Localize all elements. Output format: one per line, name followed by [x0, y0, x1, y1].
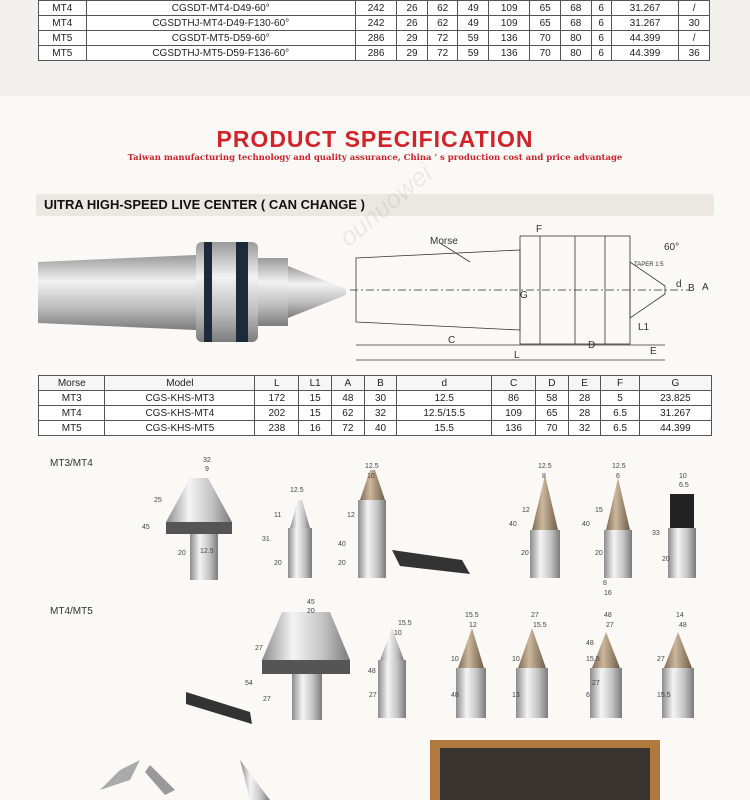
- drawing-label-l1: L1: [638, 322, 650, 333]
- tip-dimension-label: 11: [274, 512, 282, 519]
- top-table-cell: 6: [591, 46, 611, 61]
- drawing-label-c: C: [448, 335, 456, 346]
- tip-dimension-label: 48: [451, 692, 459, 699]
- top-table-cell: 62: [427, 16, 458, 31]
- top-table-cell: CGSDT-MT4-D49-60°: [86, 1, 355, 16]
- top-table-cell: 31.267: [611, 16, 679, 31]
- tip-dimension-label: 32: [203, 457, 211, 464]
- top-table-cell: 6: [591, 1, 611, 16]
- tip-dimension-label: 12.5: [612, 463, 626, 470]
- spec-table-header-cell: G: [639, 376, 711, 391]
- tip-dimension-label: 20: [307, 608, 315, 615]
- spec-table-header-cell: d: [397, 376, 492, 391]
- spec-table-header-cell: E: [568, 376, 601, 391]
- tip-dimension-label: 48: [679, 622, 687, 629]
- tip-dimension-label: 12.5: [538, 463, 552, 470]
- group-label-mt34: MT3/MT4: [50, 458, 93, 469]
- spec-table-cell: 15: [299, 406, 332, 421]
- tip-dimension-label: 20: [178, 550, 186, 557]
- top-table-cell: MT5: [39, 31, 87, 46]
- top-table-cell: 70: [530, 46, 561, 61]
- top-table-cell: 26: [397, 1, 428, 16]
- tip-dimension-label: 10: [394, 630, 402, 637]
- tip-dimension-label: 8: [603, 580, 607, 587]
- tip-dimension-label: 27: [531, 612, 539, 619]
- top-table-cell: 31.267: [611, 1, 679, 16]
- tip-dimension-label: 45: [142, 524, 150, 531]
- page-title: PRODUCT SPECIFICATION: [216, 126, 534, 152]
- tip-dimension-label: 15.5: [465, 612, 479, 619]
- drawing-label-e: E: [650, 346, 657, 357]
- tip-dimension-label: 12: [469, 622, 477, 629]
- drawing-label-d-cap: D: [588, 340, 596, 351]
- top-table-cell: 109: [489, 16, 530, 31]
- tip-dimension-label: 33: [652, 530, 660, 537]
- top-table-cell: 49: [458, 1, 489, 16]
- spec-table-cell: 72: [331, 421, 364, 436]
- drawing-label-g: G: [520, 290, 528, 301]
- spec-table-cell: 5: [601, 391, 639, 406]
- spec-table-cell: 15.5: [397, 421, 492, 436]
- tip-dimension-label: 27: [369, 692, 377, 699]
- section-title: UITRA HIGH-SPEED LIVE CENTER ( CAN CHANGE ): [36, 194, 714, 216]
- drawing-label-morse: Morse: [430, 236, 458, 247]
- tips-mt34: [166, 470, 696, 580]
- tip-dimension-label: 16: [604, 590, 612, 597]
- top-table-cell: MT4: [39, 1, 87, 16]
- tip-dimension-label: 48: [586, 640, 594, 647]
- spec-table-cell: 40: [364, 421, 397, 436]
- top-table-cell: 68: [560, 1, 591, 16]
- spec-table-header-cell: Morse: [39, 376, 105, 391]
- spec-table-header-cell: C: [492, 376, 536, 391]
- spec-table-cell: 6.5: [601, 421, 639, 436]
- tip-dimension-label: 27: [606, 622, 614, 629]
- top-table-cell: 29: [397, 31, 428, 46]
- tip-dimension-label: 10: [679, 473, 687, 480]
- tip-dimension-label: 10: [367, 473, 375, 480]
- spec-table-cell: 62: [331, 406, 364, 421]
- spec-table-header-cell: F: [601, 376, 639, 391]
- top-table-cell: 242: [355, 16, 396, 31]
- tip-dimension-label: 45: [307, 599, 315, 606]
- top-table-cell: 65: [530, 1, 561, 16]
- top-table-cell: 6: [591, 31, 611, 46]
- spec-table-cell: 15: [299, 391, 332, 406]
- tip-dimension-label: 15.5: [398, 620, 412, 627]
- top-table-cell: 136: [489, 46, 530, 61]
- tip-dimension-label: 6: [586, 692, 590, 699]
- top-table-cell: 62: [427, 1, 458, 16]
- tip-dimension-label: 54: [245, 680, 253, 687]
- spec-table-cell: 6.5: [601, 406, 639, 421]
- spec-table-cell: 12.5: [397, 391, 492, 406]
- tip-dimension-label: 20: [338, 560, 346, 567]
- drawing-label-a: A: [702, 282, 709, 293]
- spec-table-cell: 202: [255, 406, 299, 421]
- top-table-cell: CGSDT-MT5-D59-60°: [86, 31, 355, 46]
- tips-mt45: [186, 612, 694, 724]
- spec-table-cell: 70: [536, 421, 569, 436]
- spec-table-cell: 238: [255, 421, 299, 436]
- top-table-cell: MT5: [39, 46, 87, 61]
- tip-dimension-label: 20: [521, 550, 529, 557]
- spec-table-cell: 23.825: [639, 391, 711, 406]
- top-table-cell: 72: [427, 31, 458, 46]
- spec-table-header-cell: L1: [299, 376, 332, 391]
- drawing-label-d: d: [676, 279, 682, 290]
- top-table-cell: 49: [458, 16, 489, 31]
- tip-dimension-label: 13: [512, 692, 520, 699]
- tip-dimension-label: 27: [592, 680, 600, 687]
- tip-dimension-label: 15.5: [657, 692, 671, 699]
- spec-table-cell: 172: [255, 391, 299, 406]
- tip-dimension-label: 20: [662, 556, 670, 563]
- spec-table-cell: 28: [568, 406, 601, 421]
- spec-table-header-cell: D: [536, 376, 569, 391]
- top-table-cell: 44.399: [611, 31, 679, 46]
- tip-dimension-label: 12: [522, 507, 530, 514]
- tip-dimension-label: 20: [595, 550, 603, 557]
- top-table-cell: 59: [458, 46, 489, 61]
- top-table-cell: 26: [397, 16, 428, 31]
- spec-table-cell: CGS-KHS-MT5: [105, 421, 255, 436]
- spec-table-cell: 32: [364, 406, 397, 421]
- top-table-cell: 29: [397, 46, 428, 61]
- spec-table-cell: 16: [299, 421, 332, 436]
- tip-dimension-label: 10: [512, 656, 520, 663]
- tip-dimension-label: 20: [274, 560, 282, 567]
- top-table-cell: CGSDTHJ-MT4-D49-F130-60°: [86, 16, 355, 31]
- tip-dimension-label: 27: [255, 645, 263, 652]
- spec-table-cell: CGS-KHS-MT3: [105, 391, 255, 406]
- top-table-cell: 30: [679, 16, 710, 31]
- top-table-cell: 242: [355, 1, 396, 16]
- drawing-label-taper: TAPER 1:5: [634, 262, 664, 268]
- tip-dimension-label: 48: [604, 612, 612, 619]
- drawing-label-angle: 60°: [664, 242, 680, 253]
- top-table-cell: 80: [560, 31, 591, 46]
- group-label-mt45: MT4/MT5: [50, 606, 93, 617]
- spec-table-cell: MT3: [39, 391, 105, 406]
- tip-dimension-label: 12: [347, 512, 355, 519]
- top-table-cell: 70: [530, 31, 561, 46]
- top-table-cell: 68: [560, 16, 591, 31]
- spec-table-cell: 32: [568, 421, 601, 436]
- top-table-cell: 59: [458, 31, 489, 46]
- tip-dimension-label: 27: [263, 696, 271, 703]
- spec-table-cell: MT4: [39, 406, 105, 421]
- tip-dimension-label: 6: [616, 473, 620, 480]
- top-table-cell: /: [679, 1, 710, 16]
- spec-table-cell: 136: [492, 421, 536, 436]
- spec-table-cell: 48: [331, 391, 364, 406]
- tip-dimension-label: 40: [338, 541, 346, 548]
- tip-dimension-label: 40: [582, 521, 590, 528]
- top-table-cell: 36: [679, 46, 710, 61]
- tip-dimension-label: 10: [451, 656, 459, 663]
- tip-dimension-label: 15: [595, 507, 603, 514]
- tip-dimension-label: 27: [657, 656, 665, 663]
- spec-table-cell: 31.267: [639, 406, 711, 421]
- top-table-cell: 80: [560, 46, 591, 61]
- tip-dimension-label: 25: [154, 497, 162, 504]
- spec-table-header-cell: Model: [105, 376, 255, 391]
- spec-table-header-cell: L: [255, 376, 299, 391]
- spec-table-cell: 65: [536, 406, 569, 421]
- top-table-cell: 65: [530, 16, 561, 31]
- tip-dimension-label: 14: [676, 612, 684, 619]
- drawing-label-f: F: [536, 224, 543, 235]
- spec-table-cell: 86: [492, 391, 536, 406]
- tip-dimension-label: 12.5: [290, 487, 304, 494]
- tip-dimension-label: 31: [262, 536, 270, 543]
- wooden-box: [430, 740, 660, 800]
- watermark: ounuowei: [333, 157, 438, 253]
- spec-table-cell: 58: [536, 391, 569, 406]
- spec-table-cell: 12.5/15.5: [397, 406, 492, 421]
- tip-dimension-label: 6.5: [679, 482, 689, 489]
- tip-dimension-label: 48: [368, 668, 376, 675]
- spec-table-cell: 44.399: [639, 421, 711, 436]
- spec-table-cell: 30: [364, 391, 397, 406]
- tip-dimension-label: 9: [205, 466, 209, 473]
- top-table-cell: MT4: [39, 16, 87, 31]
- spec-table-header-cell: A: [331, 376, 364, 391]
- spec-table-cell: 28: [568, 391, 601, 406]
- page-subtitle: Taiwan manufacturing technology and quality assurance, China ' s production cost and price advantage: [127, 153, 623, 163]
- tip-dimension-label: 12.5: [365, 463, 379, 470]
- tip-dimension-label: 8: [542, 473, 546, 480]
- drawing-label-b: B: [688, 283, 695, 294]
- top-table-cell: 136: [489, 31, 530, 46]
- top-table-cell: 72: [427, 46, 458, 61]
- spec-table-cell: MT5: [39, 421, 105, 436]
- loose-tips: [100, 760, 270, 800]
- top-table-cell: 6: [591, 16, 611, 31]
- top-table-cell: 44.399: [611, 46, 679, 61]
- tip-dimension-label: 15.5: [533, 622, 547, 629]
- spec-table-cell: CGS-KHS-MT4: [105, 406, 255, 421]
- spec-table-header-cell: B: [364, 376, 397, 391]
- top-table-cell: /: [679, 31, 710, 46]
- tip-dimension-label: 15.5: [586, 656, 600, 663]
- tip-dimension-label: 40: [509, 521, 517, 528]
- spec-table-cell: 109: [492, 406, 536, 421]
- top-table-cell: 286: [355, 46, 396, 61]
- top-table-cell: 286: [355, 31, 396, 46]
- top-table-cell: 109: [489, 1, 530, 16]
- drawing-label-l: L: [514, 350, 520, 361]
- top-table-cell: CGSDTHJ-MT5-D59-F136-60°: [86, 46, 355, 61]
- tip-dimension-label: 12.5: [200, 548, 214, 555]
